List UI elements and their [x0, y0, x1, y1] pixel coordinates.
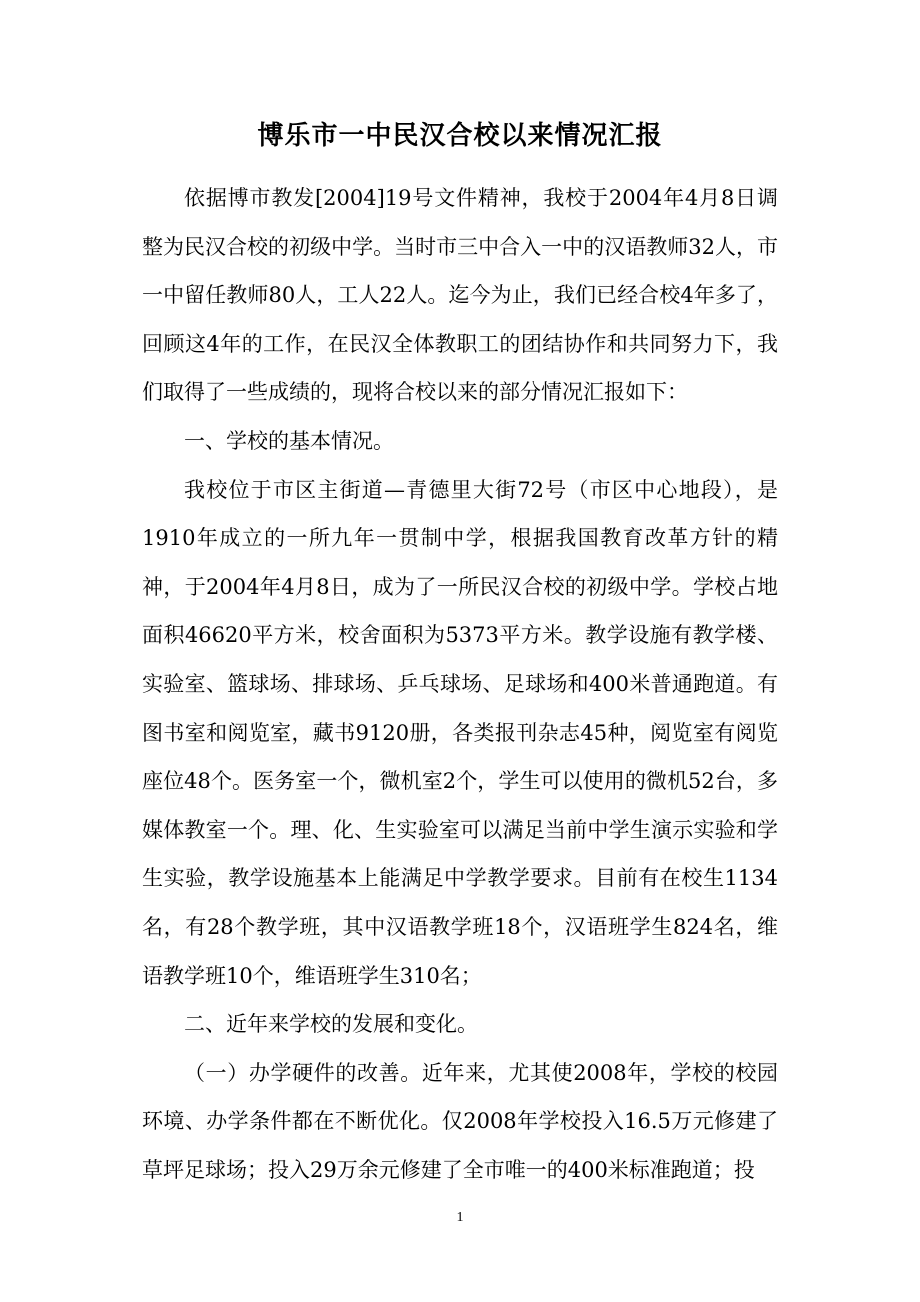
- paragraph-hardware-improvement: （一）办学硬件的改善。近年来，尤其使2008年，学校的校园环境、办学条件都在不断优化。仅2008年学校投入16.5万元修建了草坪足球场；投入29万余元修建了全市唯一的400米标准跑道；投: [142, 1060, 778, 1182]
- paragraph-basic-info: 我校位于市区主街道—青德里大街72号（市区中心地段），是1910年成立的一所九年一贯制中学，根据我国教育改革方针的精神，于2004年4月8日，成为了一所民汉合校的初级中学。学校占地面积46620平方米，校舍面积为5373平方米。教学设施有教学楼、实验室、篮球场、排球场、乒乓球场、足球场和400米普通跑道。有图书室和阅览室，藏书9120册，各类报刊杂志45种，阅览室有阅览座位48个。医务室一个，微机室2个，学生可以使用的微机52台，多媒体教室一个。理、化、生实验室可以满足当前中学生演示实验和学生实验，教学设施基本上能满足中学教学要求。目前有在校生1134名，有28个教学班，其中汉语教学班18个，汉语班学生824名，维语教学班10个，维语班学生310名；: [142, 477, 778, 988]
- document-body: [142, 174, 778, 1194]
- section-heading-development: 二、近年来学校的发展和变化。: [184, 1012, 478, 1037]
- document-title: 博乐市一中民汉合校以来情况汇报: [257, 121, 663, 151]
- paragraph-intro: 依据博市教发[2004]19号文件精神，我校于2004年4月8日调整为民汉合校的初级中学。当时市三中合入一中的汉语教师32人，市一中留任教师80人，工人22人。迄今为止，我们已经合校4年多了，回顾这4年的工作，在民汉全体教职工的团结协作和共同努力下，我们取得了一些成绩的，现将合校以来的部分情况汇报如下：: [142, 186, 778, 405]
- page-number: 1: [456, 1210, 464, 1225]
- section-heading-basic-info: 一、学校的基本情况。: [184, 428, 394, 453]
